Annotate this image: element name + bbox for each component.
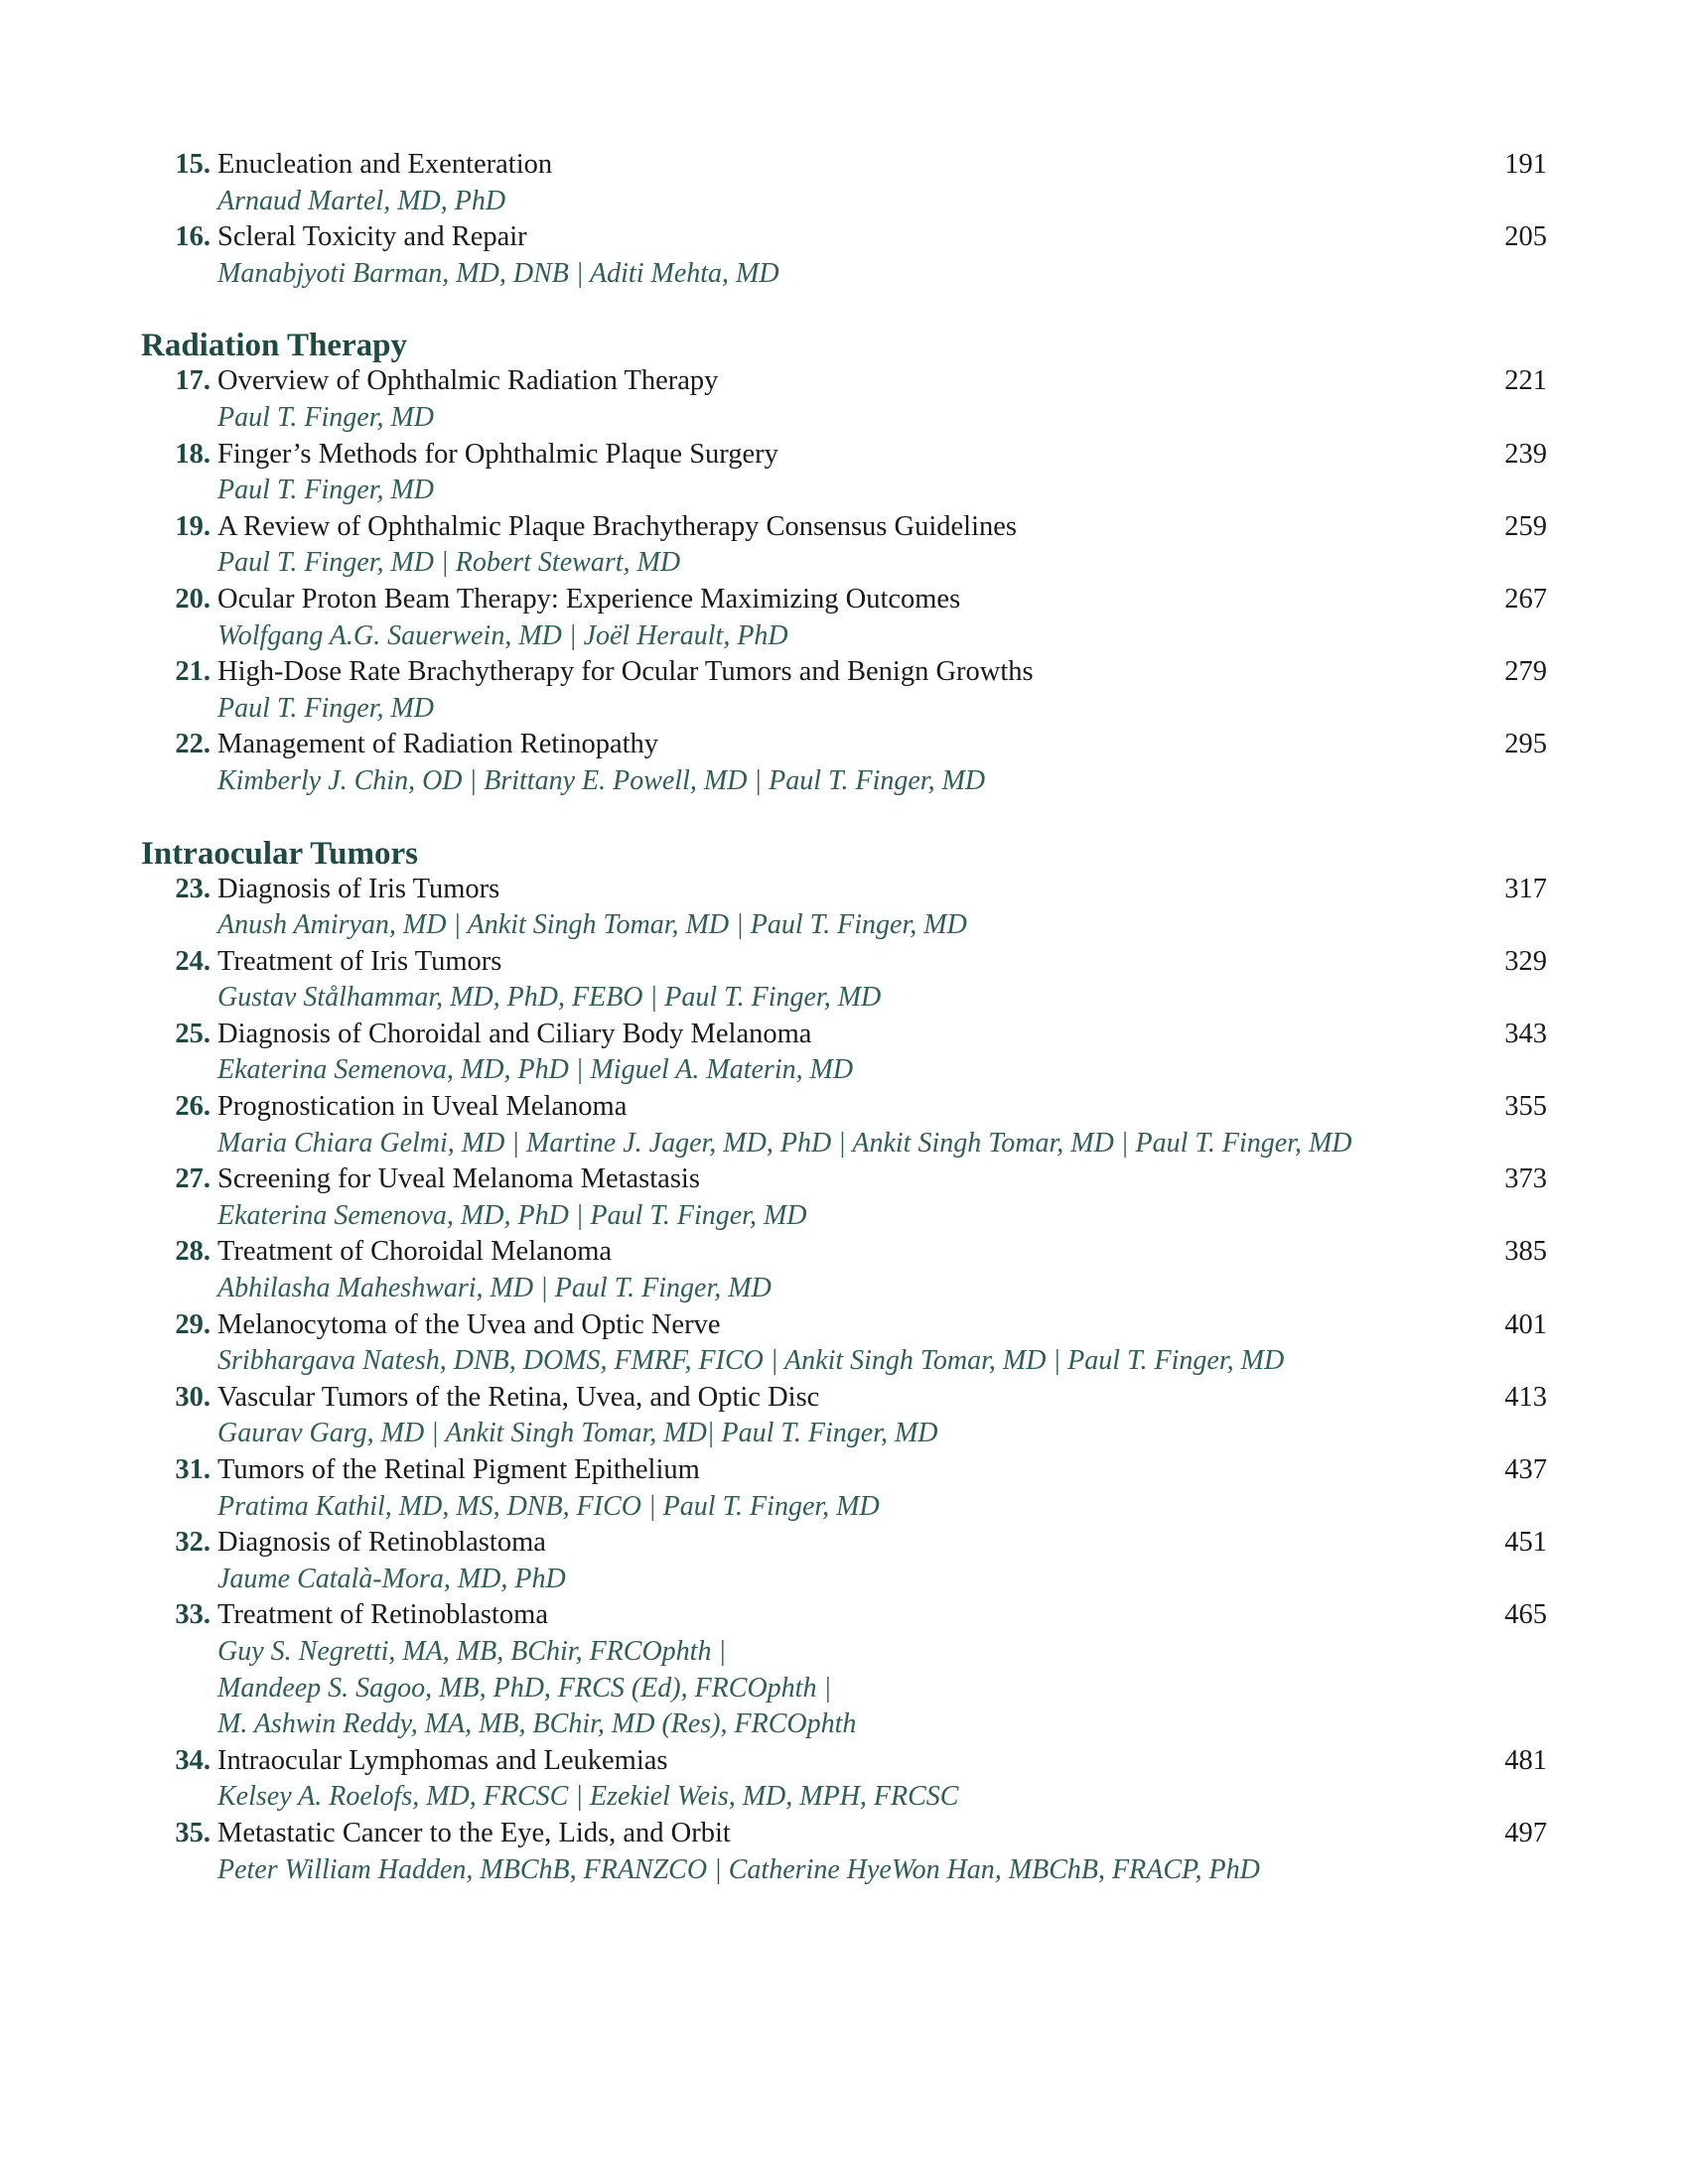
chapter-authors: Gustav Stålhammar, MD, PhD, FEBO | Paul T. Finger, MD [217,982,882,1014]
chapter-line [0,1525,1688,1562]
chapter-authors: Paul T. Finger, MD [217,401,435,433]
chapter-title: Treatment of Iris Tumors [217,945,502,977]
chapter-number: 35. [175,1817,211,1848]
chapter-title: Melanocytoma of the Uvea and Optic Nerve [217,1308,721,1340]
chapter-authors: Mandeep S. Sagoo, MB, PhD, FRCS (Ed), FRCOphth | [217,1672,832,1704]
chapter-line [0,509,1688,546]
page-number: 343 [1504,1018,1547,1049]
chapter-title: Finger’s Methods for Ophthalmic Plaque Surgery [217,438,778,470]
chapter-line [0,147,1688,184]
chapter-line [0,1017,1688,1053]
toc-section [0,328,1688,799]
chapter-title: Metastatic Cancer to the Eye, Lids, and Orbit [217,1817,731,1848]
chapter-title: Treatment of Choroidal Melanoma [217,1236,613,1268]
chapter-authors: Jaume Català-Mora, MD, PhD [217,1563,566,1594]
chapter-line [0,219,1688,256]
chapter-line [0,582,1688,618]
page-number: 373 [1504,1163,1547,1195]
page-number: 497 [1504,1817,1547,1848]
chapter-line [0,1743,1688,1780]
toc-entry [0,1380,1688,1452]
toc-entry [0,1234,1688,1306]
chapter-authors: Manabjyoti Barman, MD, DNB | Aditi Mehta, MD [217,257,779,289]
chapter-title: Tumors of the Retinal Pigment Epithelium [217,1454,700,1485]
chapter-number: 33. [175,1599,211,1631]
page-number: 481 [1504,1744,1547,1776]
toc-entry [0,363,1688,436]
chapter-authors: Peter William Hadden, MBChB, FRANZCO | Catherine HyeWon Han, MBChB, FRACP, PhD [217,1853,1260,1885]
toc-section [0,147,1688,292]
chapter-line [0,1161,1688,1198]
chapter-authors: Gaurav Garg, MD | Ankit Singh Tomar, MD| Paul T. Finger, MD [217,1418,938,1449]
chapter-authors: Wolfgang A.G. Sauerwein, MD | Joël Herault, PhD [217,619,788,651]
toc-entry [0,582,1688,654]
toc-entry [0,872,1688,944]
chapter-number: 15. [175,149,211,180]
page-number: 329 [1504,945,1547,977]
chapter-authors: Maria Chiara Gelmi, MD | Martine J. Jager, MD, PhD | Ankit Singh Tomar, MD | Paul T. Finger, MD [217,1127,1352,1159]
toc-entry [0,1017,1688,1089]
chapter-number: 21. [175,656,211,688]
chapter-line [0,1816,1688,1852]
chapter-number: 27. [175,1163,211,1195]
chapter-authors: Abhilasha Maheshwari, MD | Paul T. Finger, MD [217,1273,772,1304]
chapter-title: Overview of Ophthalmic Radiation Therapy [217,365,719,397]
chapter-title: Diagnosis of Choroidal and Ciliary Body Melanoma [217,1018,812,1049]
chapter-title: Screening for Uveal Melanoma Metastasis [217,1163,700,1195]
chapter-line [0,1380,1688,1417]
chapter-authors: Pratima Kathil, MD, MS, DNB, FICO | Paul T. Finger, MD [217,1490,880,1522]
chapter-title: High-Dose Rate Brachytherapy for Ocular Tumors and Benign Growths [217,656,1034,688]
chapter-number: 17. [175,365,211,397]
chapter-authors: Arnaud Martel, MD, PhD [217,185,506,216]
chapter-title: Vascular Tumors of the Retina, Uvea, and Optic Disc [217,1381,820,1413]
page-number: 355 [1504,1091,1547,1123]
chapter-authors: Ekaterina Semenova, MD, PhD | Miguel A. Materin, MD [217,1054,854,1086]
page-number: 317 [1504,873,1547,904]
chapter-title: Prognostication in Uveal Melanoma [217,1091,628,1123]
toc-entry [0,1525,1688,1597]
chapter-title: Scleral Toxicity and Repair [217,221,527,253]
chapter-line [0,1597,1688,1634]
chapter-number: 16. [175,221,211,253]
table-of-contents [0,147,1688,1888]
chapter-authors: Kimberly J. Chin, OD | Brittany E. Powell, MD | Paul T. Finger, MD [217,764,986,796]
chapter-line [0,1307,1688,1344]
toc-entry [0,654,1688,727]
chapter-title: A Review of Ophthalmic Plaque Brachytherapy Consensus Guidelines [217,510,1017,542]
chapter-number: 18. [175,438,211,470]
chapter-authors: Guy S. Negretti, MA, MB, BChir, FRCOphth | [217,1635,727,1667]
page-number: 385 [1504,1236,1547,1268]
chapter-title: Enucleation and Exenteration [217,149,553,180]
toc-entry [0,509,1688,582]
section-title: Radiation Therapy [141,328,408,364]
page-number: 401 [1504,1308,1547,1340]
chapter-line [0,654,1688,691]
chapter-title: Ocular Proton Beam Therapy: Experience Maximizing Outcomes [217,583,961,614]
toc-entry [0,1089,1688,1161]
chapter-number: 23. [175,873,211,904]
chapter-line [0,944,1688,981]
toc-entry [0,727,1688,799]
toc-entry [0,1161,1688,1234]
chapter-authors: Paul T. Finger, MD [217,692,435,724]
toc-entry [0,219,1688,292]
chapter-authors: Anush Amiryan, MD | Ankit Singh Tomar, MD | Paul T. Finger, MD [217,909,967,941]
chapter-title: Diagnosis of Iris Tumors [217,873,500,904]
chapter-number: 26. [175,1091,211,1123]
chapter-line [0,1234,1688,1271]
chapter-authors: Kelsey A. Roelofs, MD, FRCSC | Ezekiel Weis, MD, MPH, FRCSC [217,1781,959,1813]
chapter-authors: Ekaterina Semenova, MD, PhD | Paul T. Finger, MD [217,1199,807,1231]
page-number: 465 [1504,1599,1547,1631]
page-number: 451 [1504,1527,1547,1559]
chapter-authors: Paul T. Finger, MD | Robert Stewart, MD [217,547,681,579]
chapter-number: 34. [175,1744,211,1776]
chapter-number: 32. [175,1527,211,1559]
chapter-number: 25. [175,1018,211,1049]
toc-entry [0,437,1688,509]
chapter-line [0,363,1688,400]
page-number: 191 [1504,149,1547,180]
page-number: 437 [1504,1454,1547,1485]
page-number: 259 [1504,510,1547,542]
toc-entry [0,147,1688,219]
chapter-authors: Paul T. Finger, MD [217,475,435,506]
section-title: Intraocular Tumors [141,835,419,872]
toc-entry [0,1597,1688,1742]
toc-section [0,836,1688,1889]
chapter-number: 28. [175,1236,211,1268]
chapter-line [0,437,1688,474]
chapter-line [0,1089,1688,1126]
toc-entry [0,1816,1688,1888]
chapter-number: 19. [175,510,211,542]
chapter-authors: M. Ashwin Reddy, MA, MB, BChir, MD (Res), FRCOphth [217,1708,857,1740]
chapter-title: Intraocular Lymphomas and Leukemias [217,1744,668,1776]
chapter-number: 24. [175,945,211,977]
page-number: 221 [1504,365,1547,397]
chapter-line [0,872,1688,908]
chapter-line [0,1452,1688,1489]
page-number: 279 [1504,656,1547,688]
chapter-number: 30. [175,1381,211,1413]
page-number: 239 [1504,438,1547,470]
toc-entry [0,944,1688,1017]
page-number: 413 [1504,1381,1547,1413]
toc-entry [0,1307,1688,1380]
chapter-number: 29. [175,1308,211,1340]
chapter-number: 22. [175,729,211,760]
chapter-number: 31. [175,1454,211,1485]
page-number: 295 [1504,729,1547,760]
chapter-title: Treatment of Retinoblastoma [217,1599,548,1631]
toc-entry [0,1452,1688,1525]
chapter-title: Management of Radiation Retinopathy [217,729,659,760]
chapter-authors: Sribhargava Natesh, DNB, DOMS, FMRF, FICO | Ankit Singh Tomar, MD | Paul T. Finger, MD [217,1345,1285,1377]
page-number: 267 [1504,583,1547,614]
chapter-line [0,727,1688,763]
chapter-title: Diagnosis of Retinoblastoma [217,1527,546,1559]
page-number: 205 [1504,221,1547,253]
chapter-number: 20. [175,583,211,614]
toc-entry [0,1743,1688,1816]
